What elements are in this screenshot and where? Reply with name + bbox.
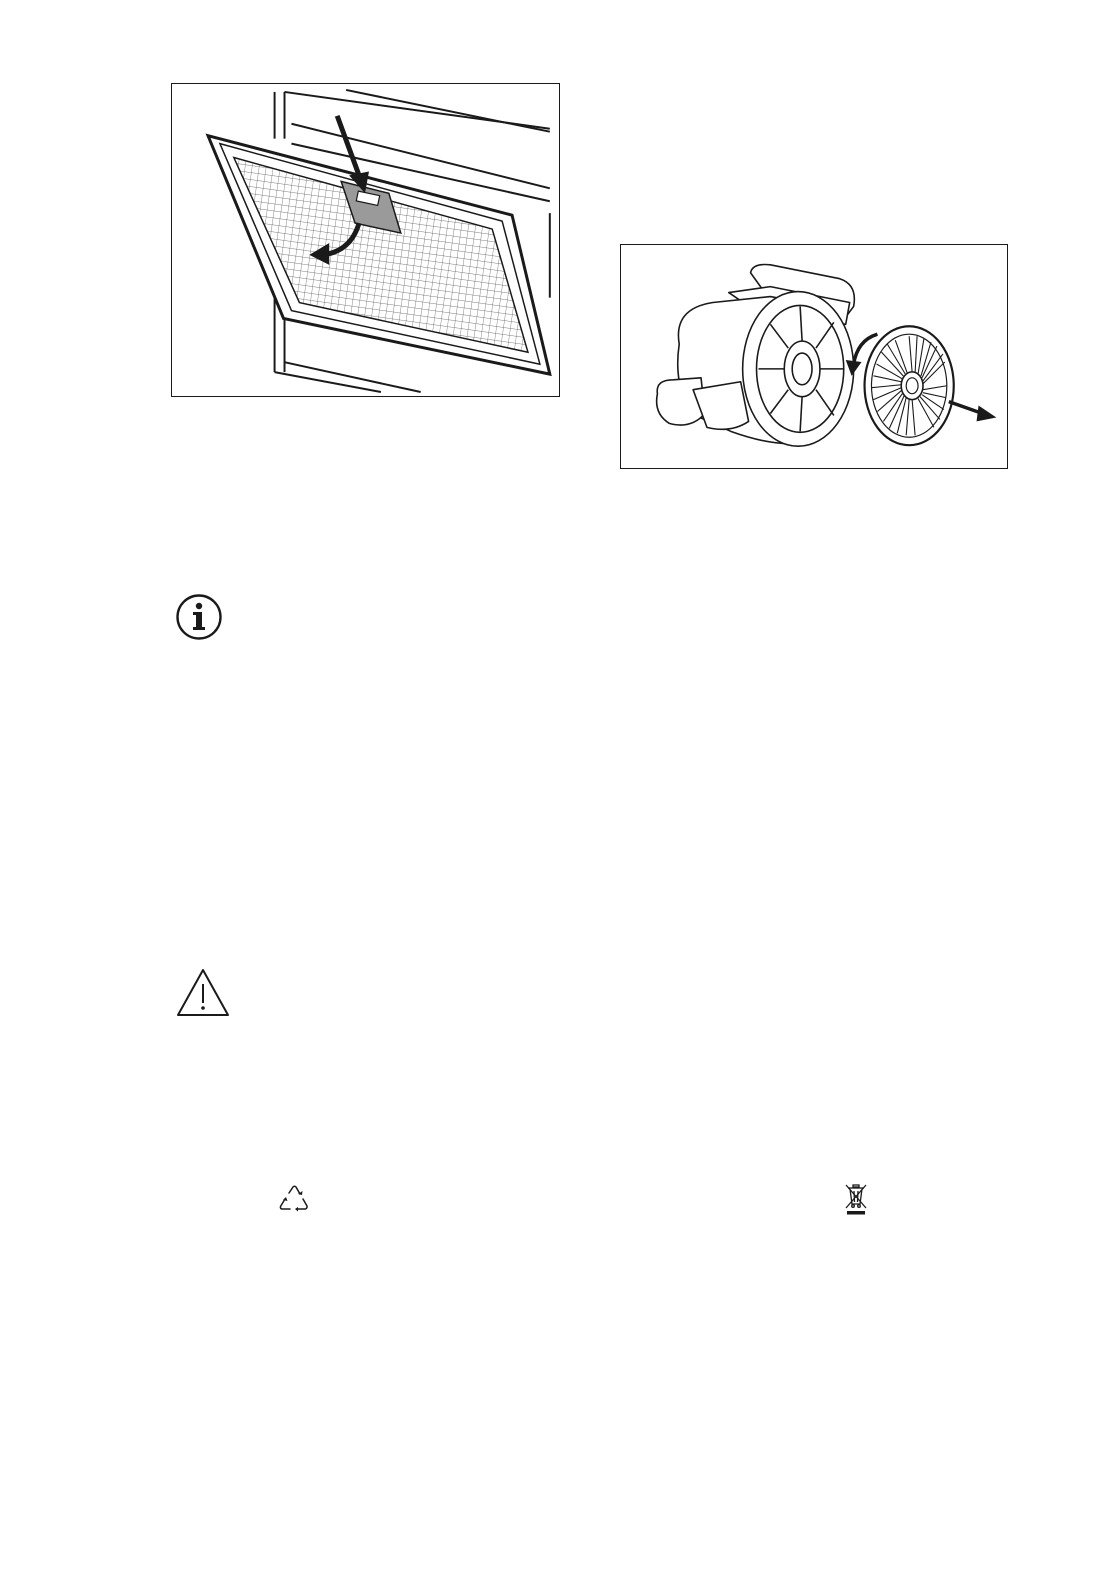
charcoal-filter-figure: [620, 244, 1008, 469]
grease-filter-figure: [171, 83, 560, 397]
grease-filter-illustration-icon: [172, 84, 559, 396]
info-icon: [175, 593, 223, 641]
motor-charcoal-filter-illustration-icon: [621, 245, 1007, 468]
recycle-icon: [277, 1184, 310, 1217]
crossed-bin-icon: [843, 1182, 869, 1216]
warning-triangle-icon: [176, 968, 230, 1018]
